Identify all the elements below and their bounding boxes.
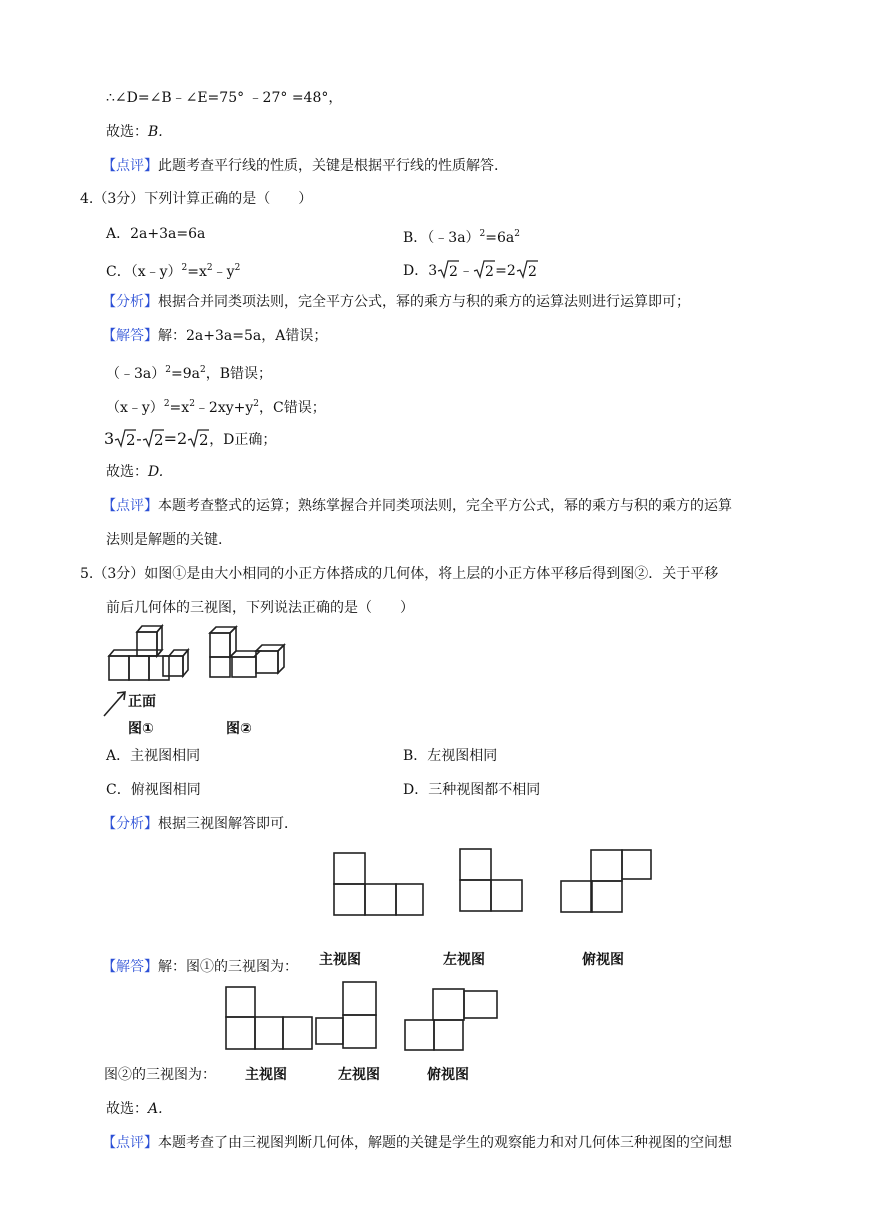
svg-text:2: 2: [485, 264, 495, 280]
fig2-main-view-label: 主视图: [245, 1067, 287, 1083]
q4-solution-2: $(﹣3a)^2=9a^2$，B错误；: [106, 365, 273, 382]
q4-option-c: C．$(x﹣y)^2=x^2﹣y^2$: [106, 263, 241, 280]
q5-answer: 故选：A.: [106, 1101, 163, 1117]
svg-text:2: 2: [449, 264, 459, 280]
fig1-top-view: [560, 848, 660, 914]
svg-text:2: 2: [153, 431, 164, 449]
q4-comment-2: 法则是解题的关键.: [106, 532, 223, 548]
q4-solution-3: $(x﹣y)^2=x^2﹣2xy+y^2$，C错误；: [106, 399, 326, 416]
q4-comment-1: 【点评】本题考查整式的运算；熟练掌握合并同类项法则，完全平方公式，幂的乘方与积的乘方的运算: [102, 498, 732, 514]
comment-line: 【点评】此题考查平行线的性质，关键是根据平行线的性质解答.: [102, 158, 499, 174]
fig2-left-view: [315, 981, 381, 1051]
fig1-left-view-label: 左视图: [443, 952, 485, 968]
q5-stem-1: 5.（3分）如图①是由大小相同的小正方体搭成的几何体，将上层的小正方体平移后得到图②．关于平移: [80, 566, 719, 582]
fig1-left-view: [459, 848, 525, 914]
q5-option-d: D．三种视图都不相同: [403, 782, 541, 798]
q5-solution-2: 图②的三视图为：: [104, 1067, 216, 1083]
figure-2-caption: 图②: [226, 721, 252, 737]
calc-line: ∴∠D=∠B﹣∠E=75° ﹣27° =48°，: [106, 90, 343, 106]
svg-text:2: 2: [527, 264, 537, 280]
q4-solution-4: 3 2 - 2 =2 2 ，D正确；: [104, 428, 276, 452]
q5-solution-1: 【解答】解：图①的三视图为：: [102, 959, 298, 975]
sqrt-symbol: [114, 428, 136, 452]
q4-stem: 4.（3分）下列计算正确的是（ ）: [80, 191, 313, 207]
fig2-left-view-label: 左视图: [338, 1067, 380, 1083]
fig1-main-view: [333, 852, 433, 918]
q5-option-c: C．俯视图相同: [106, 782, 201, 798]
analysis-tag: 【分析】: [102, 816, 158, 832]
sqrt-symbol: [473, 259, 495, 284]
sqrt-symbol: [187, 428, 209, 452]
comment-tag: 【点评】: [102, 158, 158, 174]
q4-solution-1: 【解答】解：2a+3a=5a，A错误；: [102, 328, 328, 344]
analysis-tag: 【分析】: [102, 294, 158, 310]
q4-analysis: 【分析】根据合并同类项法则，完全平方公式，幂的乘方与积的乘方的运算法则进行运算即可；: [102, 294, 690, 310]
q4-option-b: B．$(﹣3a)^2=6a^2$: [403, 229, 520, 246]
comment-tag: 【点评】: [102, 1135, 158, 1151]
q4-option-d: D．3 2 ﹣ 2 =2 2: [403, 259, 538, 284]
q5-comment: 【点评】本题考查了由三视图判断几何体，解题的关键是学生的观察能力和对几何体三种视图的空间想: [102, 1135, 732, 1151]
q5-option-b: B．左视图相同: [403, 748, 498, 764]
q4-option-a: A．2a+3a=6a: [106, 226, 206, 242]
fig1-top-view-label: 俯视图: [582, 952, 624, 968]
q4-answer: 故选：D.: [106, 464, 164, 480]
fig2-top-view: [404, 988, 500, 1054]
fig2-main-view: [225, 986, 315, 1052]
sqrt-symbol: [142, 428, 164, 452]
solution-tag: 【解答】: [102, 959, 158, 975]
front-label: 正面: [128, 694, 156, 710]
solution-tag: 【解答】: [102, 328, 158, 344]
sqrt-symbol: [516, 259, 538, 284]
q5-option-a: A．主视图相同: [106, 748, 201, 764]
comment-tag: 【点评】: [102, 498, 158, 514]
fig1-main-view-label: 主视图: [319, 952, 361, 968]
svg-text:2: 2: [126, 431, 136, 449]
q5-analysis: 【分析】根据三视图解答即可．: [102, 816, 298, 832]
q5-stem-2: 前后几何体的三视图，下列说法正确的是（ ）: [106, 600, 414, 616]
answer-line: 故选：B.: [106, 124, 163, 140]
figure-2-cubes: [206, 625, 296, 685]
fig2-top-view-label: 俯视图: [427, 1067, 469, 1083]
svg-text:2: 2: [199, 431, 209, 449]
sqrt-symbol: [437, 259, 459, 284]
figure-1-caption: 图①: [128, 721, 154, 737]
